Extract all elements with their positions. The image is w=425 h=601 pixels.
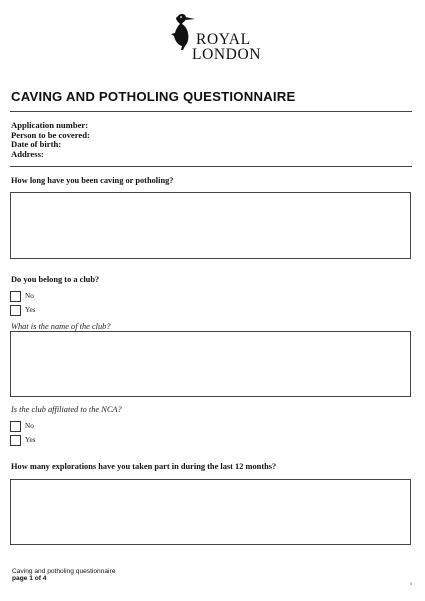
- checkbox-club-yes[interactable]: [10, 305, 21, 316]
- logo-line-1: ROYAL: [196, 31, 251, 48]
- field-application-number: Application number:: [11, 120, 89, 130]
- option-label-club-no: No: [25, 292, 34, 300]
- checkbox-nca-yes[interactable]: [10, 435, 21, 446]
- option-label-nca-no: No: [25, 422, 34, 430]
- corner-mark: 6: [410, 581, 413, 586]
- divider: [10, 111, 412, 112]
- answer-box-club-name[interactable]: [10, 331, 411, 397]
- logo-line-2: LONDON: [192, 46, 262, 63]
- checkbox-club-no[interactable]: [10, 291, 21, 302]
- question-nca-affiliation: Is the club affiliated to the NCA?: [11, 405, 122, 414]
- divider: [10, 166, 412, 167]
- question-explorations-count: How many explorations have you taken part in during the last 12 months?: [11, 462, 277, 471]
- logo-wordmark: [192, 32, 261, 62]
- footer-page-number: page 1 of 4: [12, 575, 47, 583]
- royal-london-logo: [170, 12, 260, 68]
- field-address: Address:: [11, 148, 44, 159]
- footer-document-name: Caving and potholing questionnaire: [12, 568, 116, 575]
- question-club-membership: Do you belong to a club?: [11, 275, 100, 284]
- checkbox-nca-no[interactable]: [10, 421, 21, 432]
- question-club-name: What is the name of the club?: [11, 322, 111, 331]
- field-person-covered: Person to be covered:: [11, 129, 90, 140]
- page-footer: [12, 568, 115, 583]
- page-title: CAVING AND POTHOLING QUESTIONNAIRE: [11, 89, 296, 104]
- answer-box-explorations-count[interactable]: [10, 479, 411, 545]
- field-date-of-birth: Date of birth:: [11, 139, 62, 150]
- option-label-club-yes: Yes: [25, 306, 36, 314]
- option-label-nca-yes: Yes: [25, 436, 36, 444]
- question-caving-duration: How long have you been caving or potholing?: [11, 176, 174, 185]
- applicant-details: [11, 121, 90, 159]
- answer-box-caving-duration[interactable]: [10, 192, 411, 259]
